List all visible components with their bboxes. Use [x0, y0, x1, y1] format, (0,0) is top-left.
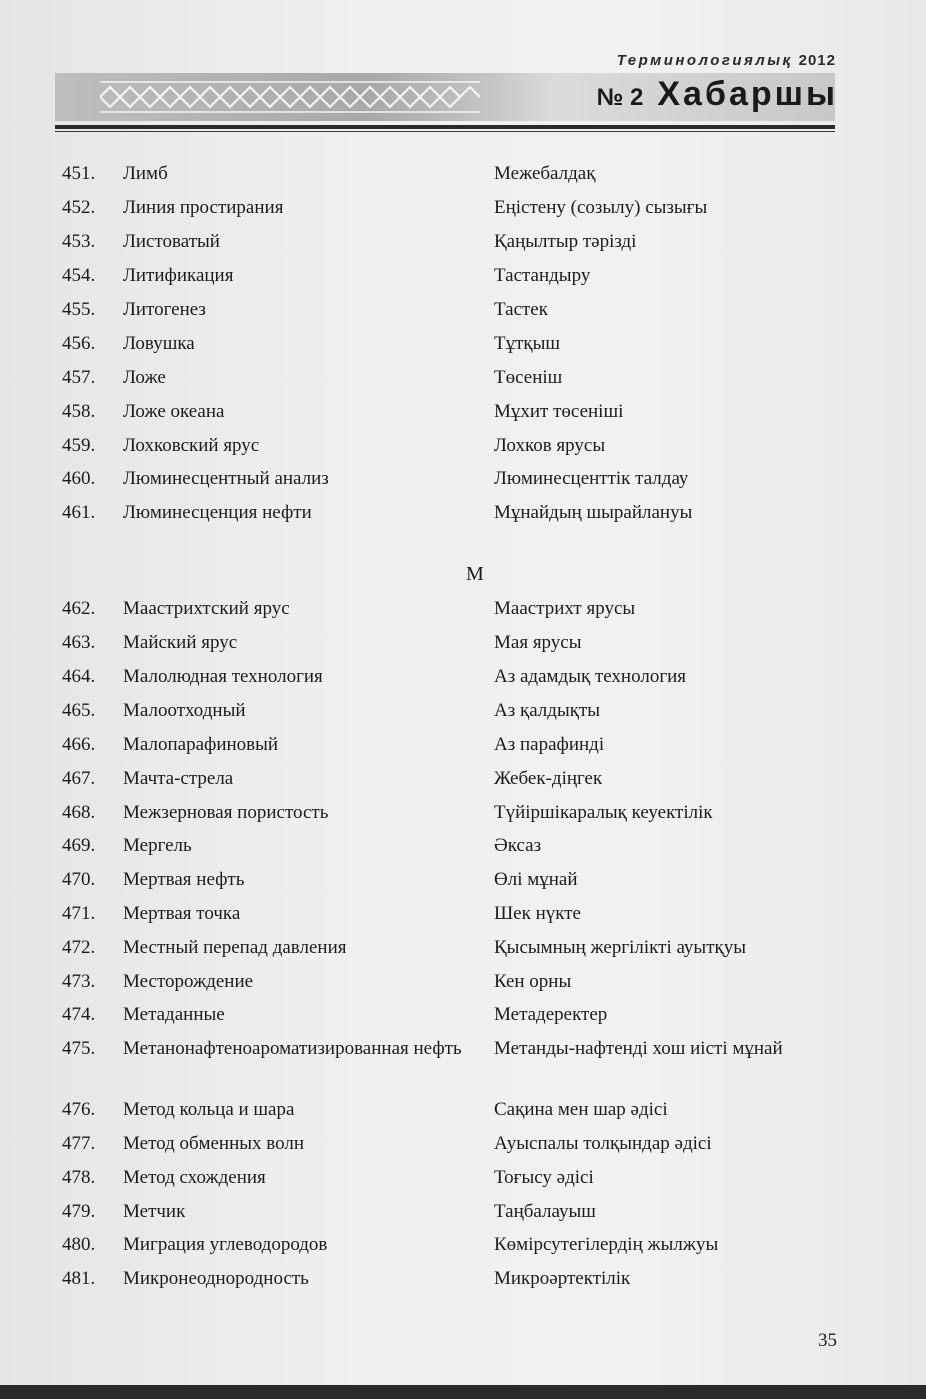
issue-name: Хабаршы	[657, 75, 838, 113]
header-rule-thin	[55, 131, 835, 132]
ornament-icon	[100, 78, 480, 116]
journal-year: 2012	[798, 52, 836, 69]
page-number: 35	[818, 1330, 837, 1351]
issue-number: № 2	[596, 84, 644, 111]
section-letter: М	[466, 563, 484, 585]
header-rule	[55, 125, 835, 129]
journal-title	[617, 52, 836, 69]
journal-name: Терминологиялық	[616, 52, 793, 69]
page: Терминологиялық 2012 № 2 Хабаршы 451. Лимб Межебалдақ 452. Линия простирания Еңістену (созылу) сызығы 453. Листоватый Қаңылтыр тәрізді 454. Литификация Тастандыру 455. Литогенез Тастек 456. Ловушка Тұтқыш 457. Ложе Төсеніш 458. Ложе океана Мұхит төсеніші 459. Лохковский ярус Лохков ярусы 460. Люминесцентный анализ Люминесценттік талдау 461. Люминесценция нефти Мұнайдың шырайлануы М 462. Маастрихтский ярус Маастрихт ярусы 463. Майский ярус Мая ярусы 464. Малолюдная технология Аз адамдық технология 465. Малоотходный Аз қалдықты 466. Малопарафиновый Аз парафинді 467. Мачта-стрела Жебек-діңгек 468. Межзерновая пористость Түйіршікаралық кеуектілік 469. Мергель Әксаз 470. Мертвая нефть Өлі мұнай 471. Мертвая точка Шек нүкте 472. Местный перепад давления Қысымның жергілікті ауытқуы 473. Месторождение Кен орны 474. Метаданные Метадеректер 475. Метанонафтеноароматизированная нефть Метанды-нафтенді хош иісті мұнай 476. Метод кольца и шара Сақина мен шар әдісі 477. Метод обменных волн Ауыспалы толқындар әдісі 478. Метод схождения Тоғысу әдісі 479. Метчик Таңбалауыш 480. Миграция углеводородов Көмірсутегілердің жылжуы 481. Микронеоднородность Микроәртектілік 35	[0, 0, 926, 1399]
scan-edge	[0, 1385, 926, 1399]
issue-title	[597, 75, 838, 114]
